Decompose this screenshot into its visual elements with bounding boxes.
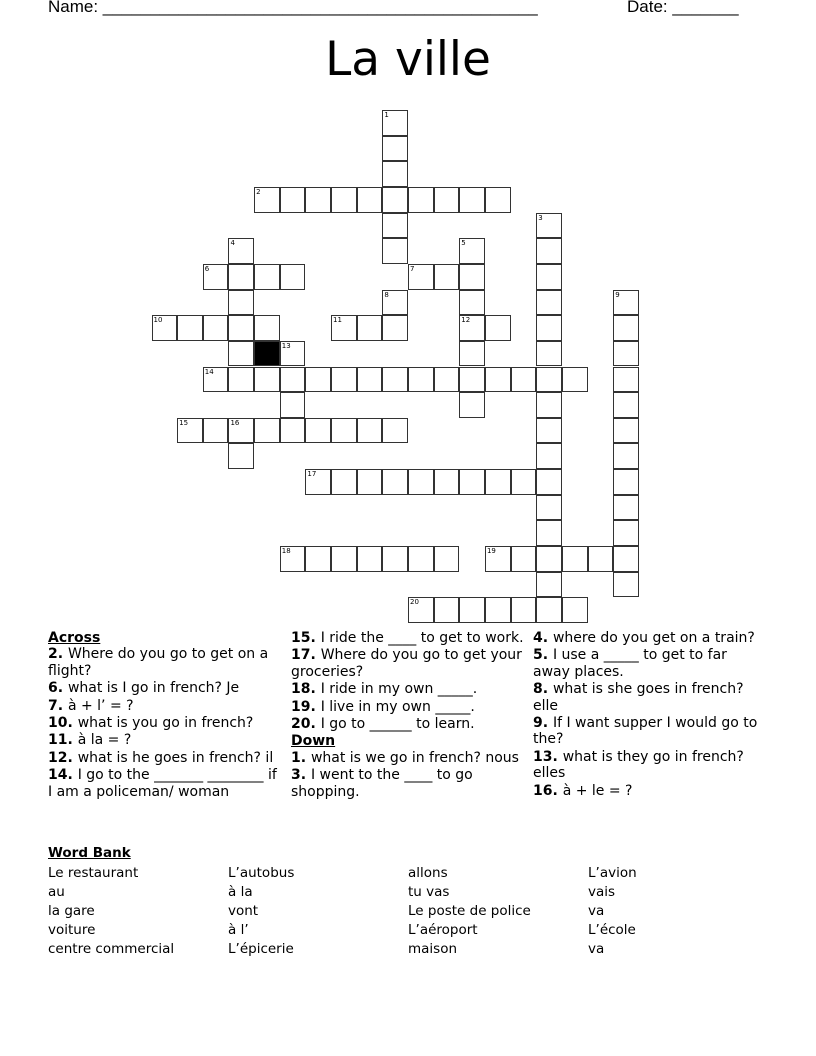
crossword-cell[interactable] bbox=[254, 418, 280, 444]
crossword-cell[interactable] bbox=[357, 418, 383, 444]
word-bank-item: L’épicerie bbox=[228, 941, 294, 957]
crossword-cell[interactable] bbox=[305, 469, 331, 495]
crossword-cell[interactable] bbox=[305, 367, 331, 393]
crossword-cell[interactable] bbox=[280, 392, 306, 418]
clue-number: 2. bbox=[48, 646, 68, 663]
clue-number: 19. bbox=[291, 698, 321, 715]
crossword-cell[interactable] bbox=[357, 315, 383, 341]
crossword-cell[interactable] bbox=[203, 264, 229, 290]
crossword-cell[interactable] bbox=[613, 495, 639, 521]
crossword-cell[interactable] bbox=[511, 469, 537, 495]
crossword-cell[interactable] bbox=[331, 315, 357, 341]
crossword-cell[interactable] bbox=[459, 341, 485, 367]
clue-number: 15 bbox=[179, 418, 189, 427]
crossword-cell[interactable] bbox=[613, 367, 639, 393]
crossword-cell[interactable] bbox=[485, 546, 511, 572]
crossword-cell[interactable] bbox=[228, 367, 254, 393]
crossword-cell[interactable] bbox=[588, 546, 614, 572]
crossword-cell[interactable] bbox=[459, 187, 485, 213]
clue-text: Where do you go to get your groceries? bbox=[291, 647, 522, 680]
clue-text: I go to the _______ ________ if I am a policeman/ woman bbox=[48, 767, 277, 800]
clue-number: 4. bbox=[533, 630, 553, 646]
crossword-cell[interactable] bbox=[536, 341, 562, 367]
clue-text: I live in my own _____. bbox=[320, 698, 475, 715]
clue-number: 1 bbox=[384, 111, 389, 119]
crossword-cell[interactable] bbox=[280, 367, 306, 393]
word-bank-title: Word Bank bbox=[48, 845, 131, 861]
clue-number: 10 bbox=[153, 316, 163, 325]
crossword-cell[interactable] bbox=[382, 315, 408, 341]
clue-number: 9 bbox=[615, 290, 620, 299]
clue-item bbox=[48, 767, 283, 800]
word-bank-item: la gare bbox=[48, 903, 95, 919]
clue-number: 12. bbox=[48, 749, 78, 766]
clue-item bbox=[533, 647, 768, 680]
crossword-cell[interactable] bbox=[485, 187, 511, 213]
crossword-cell[interactable] bbox=[408, 187, 434, 213]
crossword-cell[interactable] bbox=[613, 520, 639, 546]
crossword-cell[interactable] bbox=[228, 443, 254, 469]
crossword-cell[interactable] bbox=[382, 110, 408, 136]
clue-number: 9. bbox=[533, 715, 553, 732]
crossword-cell[interactable] bbox=[331, 418, 357, 444]
clue-item bbox=[533, 681, 768, 714]
crossword-cell[interactable] bbox=[562, 367, 588, 393]
clue-number: 3 bbox=[538, 213, 543, 222]
word-bank-item: vont bbox=[228, 903, 259, 919]
crossword-cell[interactable] bbox=[382, 161, 408, 187]
crossword-cell[interactable] bbox=[382, 290, 408, 316]
name-field-label: Name: ______________________________________________ bbox=[48, 0, 538, 16]
clue-number: 14 bbox=[204, 367, 214, 376]
clue-item bbox=[291, 681, 526, 697]
word-bank-item: voiture bbox=[48, 922, 96, 938]
down-clue-list-cont bbox=[533, 630, 768, 799]
clue-text: what is she goes in french? elle bbox=[533, 681, 744, 714]
crossword-cell[interactable] bbox=[228, 290, 254, 316]
crossword-cell[interactable] bbox=[203, 418, 229, 444]
crossword-cell[interactable] bbox=[203, 315, 229, 341]
clue-number: 14. bbox=[48, 767, 78, 784]
clue-item bbox=[533, 630, 768, 646]
crossword-cell[interactable] bbox=[434, 597, 460, 623]
word-bank-column-4 bbox=[588, 864, 637, 959]
crossword-cell[interactable] bbox=[254, 367, 280, 393]
clue-item bbox=[291, 630, 526, 646]
crossword-cell[interactable] bbox=[459, 392, 485, 418]
crossword-cell[interactable] bbox=[536, 443, 562, 469]
crossword-cell[interactable] bbox=[331, 469, 357, 495]
crossword-cell[interactable] bbox=[280, 418, 306, 444]
crossword-cell[interactable] bbox=[228, 264, 254, 290]
word-bank-item: Le restaurant bbox=[48, 865, 139, 881]
clue-text: à la = ? bbox=[77, 732, 132, 749]
crossword-cell[interactable] bbox=[511, 367, 537, 393]
crossword-cell[interactable] bbox=[434, 469, 460, 495]
crossword-cell[interactable] bbox=[280, 187, 306, 213]
clue-item bbox=[291, 716, 526, 732]
clue-number: 3. bbox=[291, 767, 311, 784]
clue-item bbox=[533, 715, 768, 748]
clue-number: 18 bbox=[281, 547, 291, 556]
clue-text: what is he goes in french? il bbox=[77, 749, 274, 766]
crossword-cell[interactable] bbox=[613, 392, 639, 418]
word-bank-item: maison bbox=[408, 941, 458, 957]
clue-text: I ride the ____ to get to work. bbox=[320, 630, 524, 646]
clue-number: 2 bbox=[256, 187, 261, 196]
crossword-cell[interactable] bbox=[613, 290, 639, 316]
crossword-cell[interactable] bbox=[536, 546, 562, 572]
clue-text: I went to the ____ to go shopping. bbox=[291, 767, 473, 800]
clue-item bbox=[291, 699, 526, 715]
crossword-cell[interactable] bbox=[485, 367, 511, 393]
clue-item bbox=[291, 750, 526, 766]
clue-number: 17. bbox=[291, 647, 321, 664]
clue-text: If I want supper I would go to the? bbox=[533, 715, 758, 748]
crossword-cell[interactable] bbox=[254, 264, 280, 290]
clue-number: 6 bbox=[204, 264, 210, 273]
across-heading: Across bbox=[48, 630, 101, 646]
crossword-cell[interactable] bbox=[459, 315, 485, 341]
clue-number: 4 bbox=[230, 239, 235, 248]
across-clue-list bbox=[48, 646, 283, 800]
crossword-cell[interactable] bbox=[613, 443, 639, 469]
crossword-cell[interactable] bbox=[177, 418, 203, 444]
clue-item bbox=[533, 783, 768, 799]
clue-number: 6. bbox=[48, 680, 68, 697]
crossword-cell[interactable] bbox=[382, 213, 408, 239]
crossword-cell[interactable] bbox=[280, 264, 306, 290]
clue-text: what is they go in french? elles bbox=[533, 748, 744, 782]
crossword-cell[interactable] bbox=[382, 418, 408, 444]
word-bank-item: centre commercial bbox=[48, 941, 175, 957]
clue-number: 15. bbox=[291, 630, 321, 646]
clue-number: 16 bbox=[230, 418, 240, 427]
crossword-cell[interactable] bbox=[331, 546, 357, 572]
crossword-cell[interactable] bbox=[536, 290, 562, 316]
crossword-cell[interactable] bbox=[613, 341, 639, 367]
clue-number: 17 bbox=[307, 470, 317, 479]
clue-item bbox=[48, 732, 283, 748]
word-bank-item: L’aéroport bbox=[408, 922, 478, 938]
word-bank-item: L’autobus bbox=[228, 865, 295, 881]
crossword-cell[interactable] bbox=[536, 264, 562, 290]
crossword-cell[interactable] bbox=[562, 597, 588, 623]
crossword-cell[interactable] bbox=[511, 546, 537, 572]
crossword-cell[interactable] bbox=[434, 187, 460, 213]
word-bank-item: au bbox=[48, 884, 65, 900]
crossword-cell[interactable] bbox=[305, 187, 331, 213]
clue-text: I use a _____ to get to far away places. bbox=[533, 647, 727, 680]
crossword-cell[interactable] bbox=[485, 597, 511, 623]
crossword-cell[interactable] bbox=[382, 546, 408, 572]
clue-item bbox=[48, 698, 283, 714]
clue-item bbox=[48, 646, 283, 679]
crossword-cell[interactable] bbox=[408, 469, 434, 495]
crossword-cell[interactable] bbox=[562, 546, 588, 572]
crossword-cell[interactable] bbox=[613, 418, 639, 444]
blocked-cell bbox=[254, 341, 280, 367]
crossword-cell[interactable] bbox=[305, 418, 331, 444]
clue-number: 7 bbox=[410, 264, 415, 273]
crossword-cell[interactable] bbox=[485, 469, 511, 495]
crossword-cell[interactable] bbox=[459, 264, 485, 290]
clue-number: 1. bbox=[291, 749, 311, 766]
word-bank-item: Le poste de police bbox=[408, 903, 531, 919]
clue-number: 16. bbox=[533, 782, 563, 799]
clue-item bbox=[291, 767, 526, 800]
clue-text: where do you get on a train? bbox=[552, 630, 755, 646]
word-bank-item: vais bbox=[588, 884, 616, 900]
word-bank-item: tu vas bbox=[408, 884, 450, 900]
crossword-cell[interactable] bbox=[613, 315, 639, 341]
crossword-cell[interactable] bbox=[357, 469, 383, 495]
crossword-cell[interactable] bbox=[434, 546, 460, 572]
crossword-cell[interactable] bbox=[536, 495, 562, 521]
crossword-cell[interactable] bbox=[280, 546, 306, 572]
down-clue-list bbox=[291, 750, 526, 800]
crossword-cell[interactable] bbox=[382, 136, 408, 162]
crossword-cell[interactable] bbox=[280, 341, 306, 367]
clue-number: 7. bbox=[48, 697, 68, 714]
crossword-cell[interactable] bbox=[408, 264, 434, 290]
clue-number: 12 bbox=[461, 316, 471, 325]
word-bank-item: à la bbox=[228, 884, 253, 900]
crossword-cell[interactable] bbox=[228, 341, 254, 367]
date-field-label: Date: _______ bbox=[627, 0, 739, 16]
word-bank-item: L’avion bbox=[588, 865, 637, 881]
crossword-cell[interactable] bbox=[536, 367, 562, 393]
clue-number: 13 bbox=[281, 341, 291, 350]
crossword-cell[interactable] bbox=[536, 418, 562, 444]
crossword-cell[interactable] bbox=[511, 597, 537, 623]
word-bank-column-2 bbox=[228, 864, 294, 959]
crossword-cell[interactable] bbox=[536, 238, 562, 264]
clue-number: 20 bbox=[410, 598, 419, 607]
clue-item bbox=[533, 749, 768, 782]
crossword-cell[interactable] bbox=[177, 315, 203, 341]
crossword-cell[interactable] bbox=[613, 469, 639, 495]
clue-item bbox=[291, 647, 526, 680]
crossword-cell[interactable] bbox=[459, 367, 485, 393]
crossword-cell[interactable] bbox=[228, 238, 254, 264]
crossword-cell[interactable] bbox=[408, 546, 434, 572]
clues-column-1 bbox=[48, 630, 283, 801]
down-heading: Down bbox=[291, 733, 336, 750]
crossword-cell[interactable] bbox=[228, 418, 254, 444]
crossword-cell[interactable] bbox=[536, 469, 562, 495]
crossword-cell[interactable] bbox=[228, 315, 254, 341]
crossword-cell[interactable] bbox=[203, 367, 229, 393]
word-bank-column-3 bbox=[408, 864, 531, 959]
word-bank-item: L’école bbox=[588, 922, 636, 938]
clue-number: 8. bbox=[533, 681, 553, 698]
crossword-cell[interactable] bbox=[408, 367, 434, 393]
clue-number: 13. bbox=[533, 748, 563, 765]
crossword-cell[interactable] bbox=[254, 315, 280, 341]
clue-number: 20. bbox=[291, 716, 321, 733]
crossword-cell[interactable] bbox=[434, 264, 460, 290]
crossword-cell[interactable] bbox=[152, 315, 178, 341]
crossword-cell[interactable] bbox=[613, 572, 639, 598]
crossword-cell[interactable] bbox=[485, 315, 511, 341]
crossword-cell[interactable] bbox=[536, 597, 562, 623]
clue-text: I ride in my own _____. bbox=[320, 681, 478, 698]
clue-text: Where do you go to get on a flight? bbox=[48, 646, 269, 679]
crossword-cell[interactable] bbox=[459, 290, 485, 316]
crossword-cell[interactable] bbox=[382, 367, 408, 393]
clue-number: 11. bbox=[48, 732, 78, 749]
clue-text: what is we go in french? nous bbox=[310, 749, 519, 766]
crossword-cell[interactable] bbox=[382, 469, 408, 495]
crossword-cell[interactable] bbox=[459, 238, 485, 264]
clue-number: 8 bbox=[384, 290, 389, 299]
crossword-cell[interactable] bbox=[459, 469, 485, 495]
crossword-cell[interactable] bbox=[382, 187, 408, 213]
clue-text: à + le = ? bbox=[562, 782, 633, 799]
clue-item bbox=[48, 750, 283, 766]
word-bank-item: allons bbox=[408, 865, 448, 881]
word-bank-item: va bbox=[588, 903, 605, 919]
crossword-cell[interactable] bbox=[613, 546, 639, 572]
crossword-cell[interactable] bbox=[536, 315, 562, 341]
clues-column-3 bbox=[533, 630, 768, 800]
crossword-cell[interactable] bbox=[382, 238, 408, 264]
clue-text: I go to ______ to learn. bbox=[320, 716, 475, 733]
clue-number: 18. bbox=[291, 681, 321, 698]
clue-text: à + l’ = ? bbox=[67, 697, 134, 714]
crossword-cell[interactable] bbox=[536, 213, 562, 239]
clue-text: what is you go in french? bbox=[77, 715, 254, 732]
clue-number: 5 bbox=[461, 239, 466, 248]
crossword-cell[interactable] bbox=[536, 392, 562, 418]
crossword-cell[interactable] bbox=[459, 597, 485, 623]
clue-number: 11 bbox=[333, 316, 342, 325]
clue-item bbox=[48, 715, 283, 731]
page-title: La ville bbox=[325, 32, 491, 87]
crossword-cell[interactable] bbox=[331, 187, 357, 213]
crossword-cell[interactable] bbox=[305, 546, 331, 572]
clue-item bbox=[48, 680, 283, 696]
crossword-cell[interactable] bbox=[536, 572, 562, 598]
clues-column-2 bbox=[291, 630, 526, 801]
word-bank-column-1 bbox=[48, 864, 174, 959]
clue-number: 19 bbox=[486, 547, 496, 556]
crossword-cell[interactable] bbox=[254, 187, 280, 213]
clue-number: 10. bbox=[48, 715, 78, 732]
crossword-cell[interactable] bbox=[536, 520, 562, 546]
crossword-cell[interactable] bbox=[408, 597, 434, 623]
crossword-cell[interactable] bbox=[357, 187, 383, 213]
word-bank-item: à l’ bbox=[228, 922, 249, 938]
crossword-cell[interactable] bbox=[357, 367, 383, 393]
clue-text: what is I go in french? Je bbox=[67, 680, 240, 697]
crossword-cell[interactable] bbox=[357, 546, 383, 572]
crossword-cell[interactable] bbox=[331, 367, 357, 393]
crossword-cell[interactable] bbox=[434, 367, 460, 393]
across-clue-list-cont bbox=[291, 630, 526, 732]
word-bank-item: va bbox=[588, 941, 605, 957]
clue-number: 5. bbox=[533, 647, 553, 664]
